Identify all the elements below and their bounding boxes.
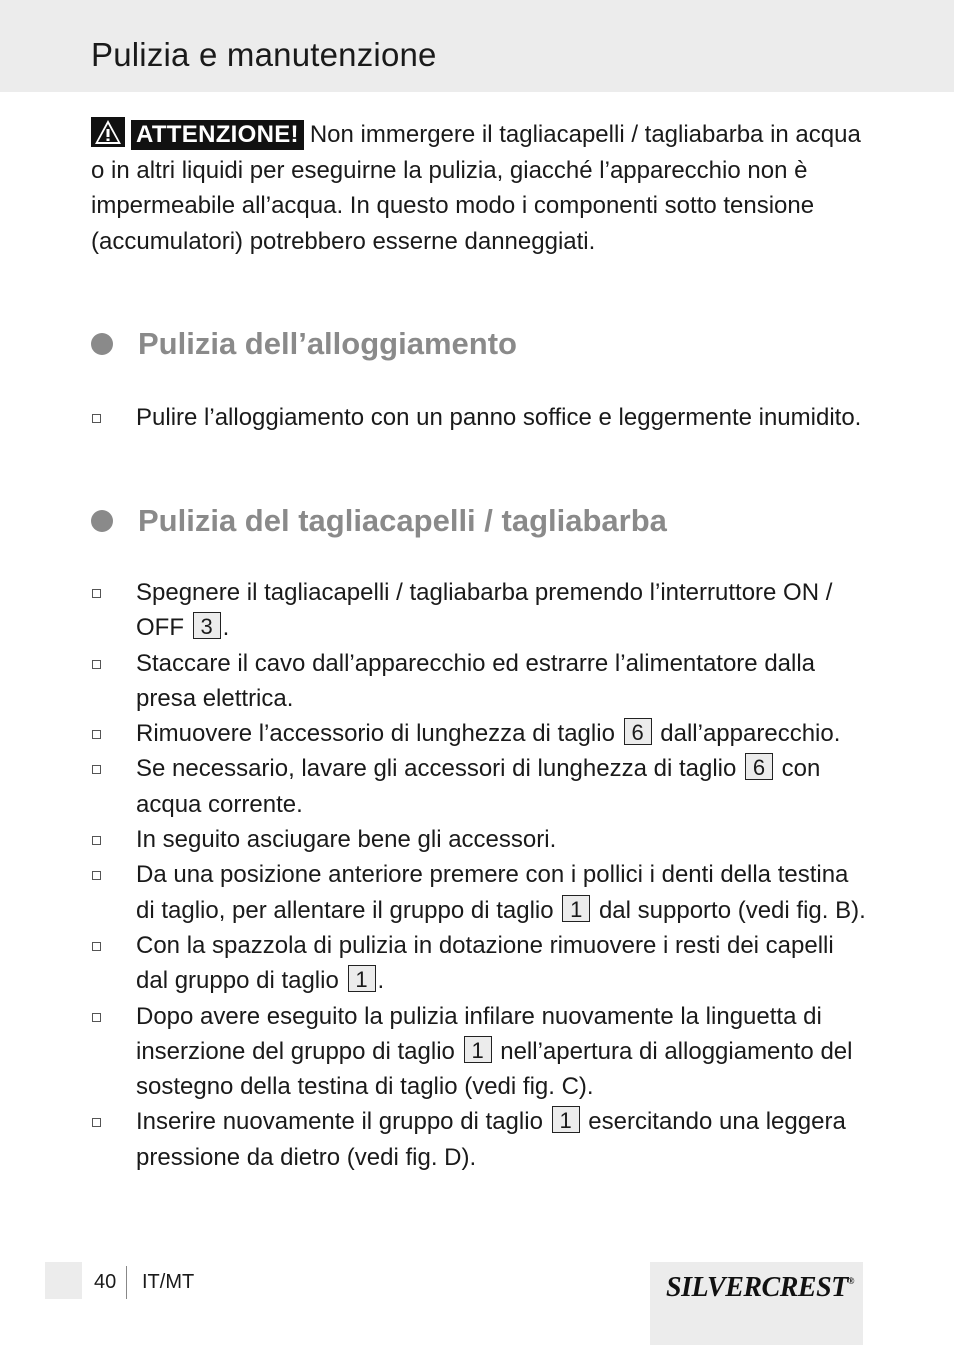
checkbox-bullet-icon <box>92 589 101 598</box>
part-reference: 1 <box>348 965 376 992</box>
step-text-end: con acqua corrente. <box>136 755 821 818</box>
footer-divider <box>126 1266 127 1299</box>
warning-paragraph <box>91 117 866 259</box>
checkbox-bullet-icon <box>92 836 101 845</box>
list-item <box>91 857 866 928</box>
list-item <box>91 400 866 435</box>
list-item <box>91 999 866 1105</box>
checkbox-bullet-icon <box>92 942 101 951</box>
bullet-dot-icon <box>91 510 113 532</box>
warning-text: Non immergere il tagliacapelli / tagliabarba in acqua o in altri liquidi per eseguirne la pulizia, giacché l’apparecchio non è impermeabile all’acqua. In questo modo i componenti sotto tensione (accumulatori) potrebbero esserne danneggiati. <box>91 121 861 255</box>
step-text-end: nell’apertura di alloggiamento del sostegno della testina di taglio (vedi fig. C). <box>136 1037 853 1101</box>
footer-box <box>45 1262 82 1299</box>
step-text: Dopo avere eseguito la pulizia infilare nuovamente la linguetta di inserzione del gruppo di taglio <box>136 1002 822 1065</box>
checkbox-bullet-icon <box>92 414 101 423</box>
step-text: Staccare il cavo dall’apparecchio ed estrarre l’alimentatore dalla presa elettrica. <box>136 649 816 712</box>
list-item <box>91 646 866 717</box>
checkbox-bullet-icon <box>92 1118 101 1127</box>
part-reference: 1 <box>562 895 590 922</box>
checkbox-bullet-icon <box>92 765 101 774</box>
step-text-end: esercitando una leggera pressione da dietro (vedi fig. D). <box>136 1108 846 1171</box>
step-text: Rimuovere l’accessorio di lunghezza di taglio <box>136 720 615 748</box>
step-text: In seguito asciugare bene gli accessori. <box>136 826 557 854</box>
registered-mark: ® <box>847 1276 854 1286</box>
section-heading-text: Pulizia dell’alloggiamento <box>138 326 517 361</box>
step-list <box>91 575 891 1175</box>
step-text-end: . <box>222 614 230 642</box>
checkbox-bullet-icon <box>92 660 101 669</box>
step-text: Con la spazzola di pulizia in dotazione rimuovere i resti dei capelli dal gruppo di taglio <box>136 931 834 995</box>
step-text-end: . <box>377 967 385 995</box>
warning-label: ATTENZIONE! <box>131 120 304 150</box>
list-item <box>91 751 866 822</box>
list-item <box>91 1104 866 1175</box>
step-text: Se necessario, lavare gli accessori di lunghezza di taglio <box>136 755 737 783</box>
list-item <box>91 575 866 646</box>
part-reference: 1 <box>464 1036 492 1063</box>
section-heading-text: Pulizia del tagliacapelli / tagliabarba <box>138 503 667 538</box>
part-reference: 6 <box>745 753 773 780</box>
bullet-dot-icon <box>91 333 113 355</box>
checkbox-bullet-icon <box>92 1013 101 1022</box>
step-text: Pulire l’alloggiamento con un panno soffice e leggermente inumidito. <box>136 404 862 431</box>
section-housing-cleaning <box>91 326 891 435</box>
step-text: Da una posizione anteriore premere con i pollici i denti della testina di taglio, per allentare il gruppo di taglio <box>136 861 849 924</box>
brand-logo-box <box>650 1262 863 1345</box>
part-reference: 6 <box>624 718 652 745</box>
part-reference: 3 <box>193 612 221 639</box>
list-item <box>91 822 866 857</box>
language-code: IT/MT <box>142 1271 195 1293</box>
checkbox-bullet-icon <box>92 730 101 739</box>
step-text-end: dall’apparecchio. <box>660 720 841 748</box>
brand-logo-text: SILVERCREST <box>666 1272 848 1303</box>
brand-logo <box>666 1272 854 1304</box>
list-item <box>91 716 866 751</box>
warning-triangle-icon <box>91 117 125 147</box>
section-heading <box>91 326 891 362</box>
page-title: Pulizia e manutenzione <box>91 36 437 73</box>
section-clipper-cleaning <box>91 503 891 1175</box>
step-list <box>91 400 891 435</box>
section-heading <box>91 503 891 539</box>
list-item <box>91 928 866 999</box>
step-text: Inserire nuovamente il gruppo di taglio <box>136 1108 543 1136</box>
part-reference: 1 <box>552 1106 580 1133</box>
step-text: Spegnere il tagliacapelli / tagliabarba premendo l’interruttore ON / OFF <box>136 579 833 642</box>
step-text-end: dal supporto (vedi fig. B). <box>598 896 866 924</box>
page-number: 40 <box>94 1271 117 1293</box>
checkbox-bullet-icon <box>92 871 101 880</box>
